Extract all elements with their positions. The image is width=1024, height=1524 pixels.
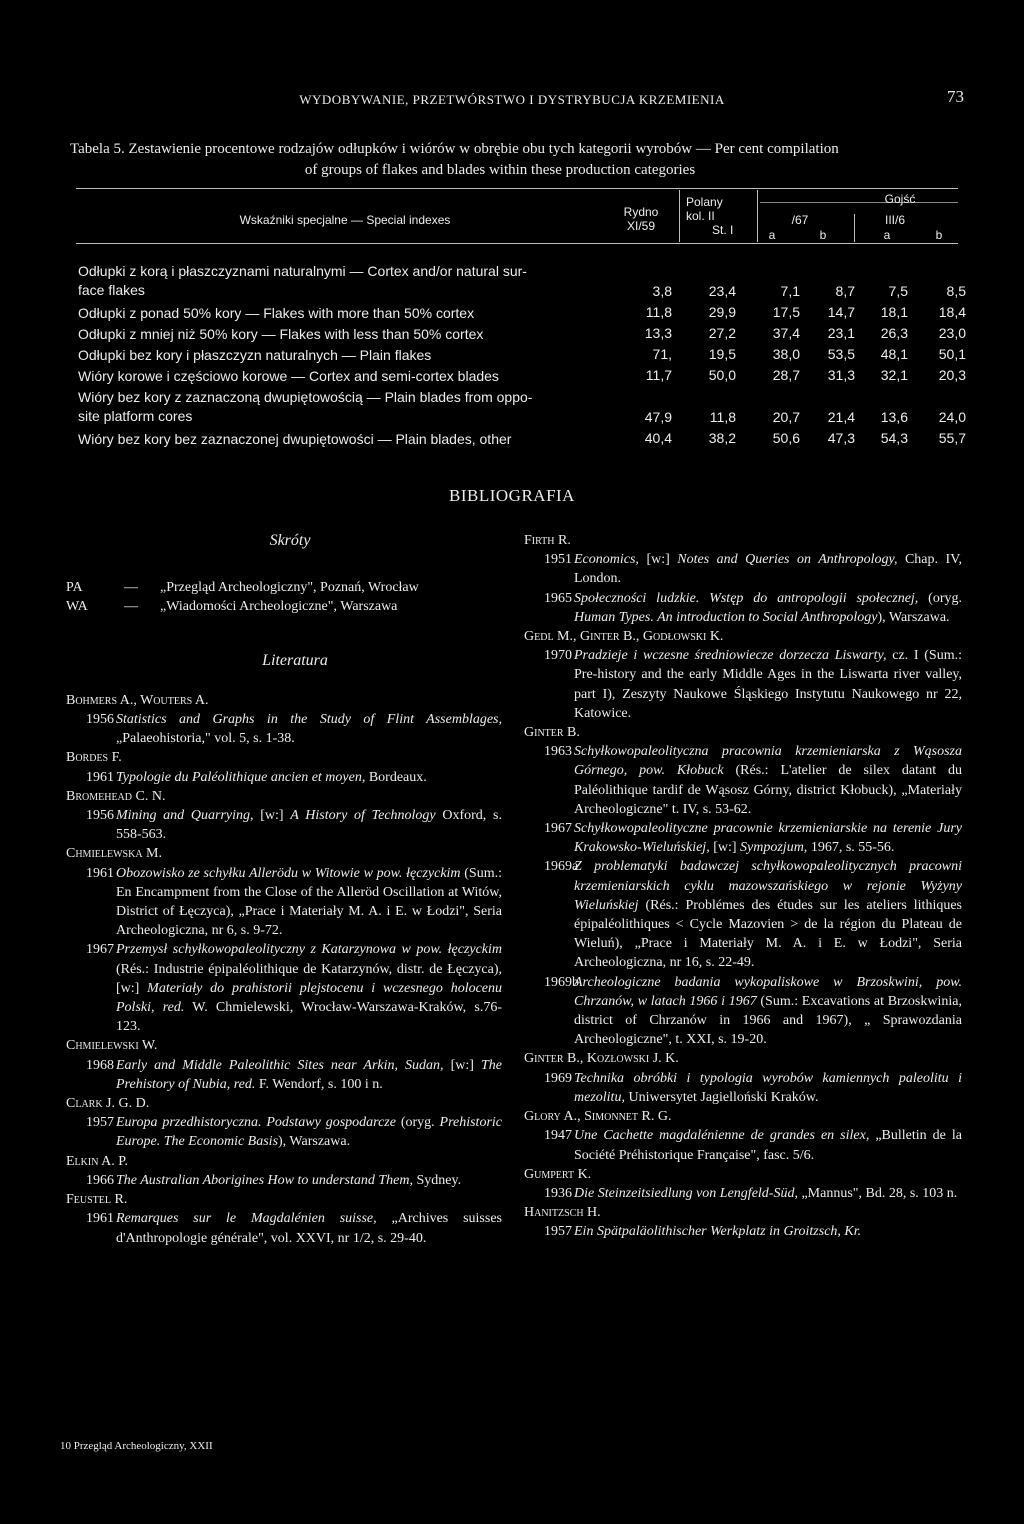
reference-entry (524, 819, 962, 857)
reference-year: 1967 (544, 821, 572, 837)
table-cell: 23,4 (708, 283, 736, 299)
reference-body (574, 857, 962, 972)
reference-title: Pradzieje i wczesne średniowiecze dorzecza Liswarty, (574, 648, 887, 664)
row-label-line-1: Wióry bez kory z zaznaczoną dwupiętowością — Plain blades from oppo- (78, 389, 533, 405)
row-label-line-1: Odłupki z ponad 50% kory — Flakes with more than 50% cortex (78, 305, 475, 321)
reference-body (116, 864, 502, 941)
abbreviation-dash: — (124, 580, 138, 596)
reference-entry (524, 589, 962, 627)
reference-title: Early and Middle Paleolithic Sites near Arkin, Sudan, (116, 1057, 444, 1073)
reference-body (116, 1113, 502, 1151)
reference-text: cz. I (Sum.: Pre-history and the early Middle Ages in the Liswarta river valley, part I), Zeszyty Naukowe Śląskiego Instytutu Naukowego nr 22, Katowice. (574, 648, 962, 721)
reference-body (574, 819, 962, 857)
abbreviation-dash: — (124, 599, 138, 615)
table-cell: 40,4 (644, 430, 672, 446)
header-b-1: b (819, 228, 827, 242)
reference-title-2: A History of Technology (290, 808, 436, 824)
header-indexes: Wskaźniki specjalne — Special indexes (239, 213, 451, 227)
table-cell: 54,3 (880, 430, 908, 446)
table-cell: 29,9 (708, 304, 736, 320)
table-cell: 14,7 (827, 304, 855, 320)
reference-author: Hanitzsch H. (524, 1205, 601, 1221)
reference-year: 1966 (86, 1172, 114, 1188)
row-label-line-1: Wióry korowe i częściowo korowe — Cortex and semi-cortex blades (78, 368, 499, 384)
reference-entry (524, 1126, 962, 1164)
reference-year: 1961 (86, 865, 114, 881)
caption-line-1: Tabela 5. Zestawienie procentowe rodzajów odłupków i wiórów w obrębie obu tych kategorii wyrobów — Per cent compilation (70, 141, 839, 157)
header-polany-3: St. I (712, 223, 734, 237)
divider-1 (679, 190, 680, 242)
reference-author: Gedl M., Ginter B., Godłowski K. (524, 629, 724, 645)
reference-text: „Bulletin de la Société Préhistorique Française", fasc. 5/6. (574, 1128, 962, 1163)
row-label-line-1: Odłupki bez kory i płaszczyzn naturalnych — Plain flakes (78, 347, 432, 363)
reference-year: 1965 (544, 590, 572, 606)
reference-title-2: Notes and Queries on Anthropology, (677, 552, 898, 568)
reference-entry (66, 768, 502, 787)
reference-author: Bohmers A., Wouters A. (66, 692, 209, 708)
table-cell: 53,5 (827, 346, 855, 362)
reference-text: (oryg. (918, 590, 962, 606)
reference-title: Obozowisko ze schyłku Allerödu w Witowie w pow. łęczyckim (116, 865, 461, 881)
reference-body (574, 1184, 962, 1203)
reference-text-2: F. Wendorf, s. 100 i n. (255, 1076, 383, 1092)
table-row-label (78, 325, 598, 344)
reference-text: (Rés.: Industrie épipaléolithique de Katarzynów, distr. de Łęczyca), [w:] (116, 961, 502, 996)
table-row-label (78, 304, 598, 323)
reference-text-2: W. Chmielewski, Wrocław-Warszawa-Kraków, s.76-123. (116, 1000, 502, 1035)
table-cell: 19,5 (708, 346, 736, 362)
divider-3 (854, 214, 855, 242)
abbreviation-key: PA (66, 580, 83, 596)
table-cell: 24,0 (938, 409, 966, 425)
reference-author: Ginter B. (524, 725, 580, 741)
table-cell: 32,1 (880, 367, 908, 383)
reference-author: Chmielewska M. (66, 846, 162, 862)
literatura-heading: Literatura (262, 651, 328, 669)
reference-year: 1969b (544, 974, 579, 990)
reference-title: Przemysł schyłkowopaleolityczny z Katarzynowa w pow. łęczyckim (116, 942, 502, 958)
rule-top (76, 188, 958, 189)
reference-text: [w:] (638, 552, 678, 568)
reference-title-2: The Prehistory of Nubia, red. (116, 1057, 503, 1092)
table-cell: 31,3 (827, 367, 855, 383)
header-rydno-2: XI/59 (626, 219, 656, 233)
table-cell: 8,5 (946, 283, 966, 299)
header-a-1: a (768, 228, 776, 242)
table-row-label (78, 388, 598, 426)
reference-year: 1967 (86, 942, 114, 958)
reference-year: 1951 (544, 552, 572, 568)
reference-title-2: Prehistoric Europe. The Economic Basis (116, 1115, 502, 1150)
reference-body (574, 589, 962, 627)
reference-entry (524, 550, 962, 588)
reference-author: Glory A., Simonnet R. G. (524, 1109, 672, 1125)
reference-title: Technika obróbki i typologia wyrobów kamiennych paleolitu i mezolitu, (574, 1070, 962, 1105)
table-cell: 11,7 (645, 367, 672, 383)
reference-year: 1957 (86, 1115, 114, 1131)
reference-author: Elkin A. P. (66, 1153, 129, 1169)
table-cell: 26,3 (880, 325, 908, 341)
reference-entry (524, 1222, 962, 1241)
reference-title-2: Sympozjum, (740, 840, 808, 856)
reference-entry (524, 1069, 962, 1107)
reference-body (574, 973, 962, 1050)
row-label-line-1: Odłupki z mniej niż 50% kory — Flakes with less than 50% cortex (78, 326, 484, 342)
table-cell: 17,5 (772, 304, 800, 320)
reference-entry (66, 710, 502, 748)
table-cell: 50,1 (938, 346, 966, 362)
table-cell: 7,5 (888, 283, 908, 299)
table-cell: 7,1 (780, 283, 800, 299)
reference-year: 1947 (544, 1128, 572, 1144)
reference-entry (524, 742, 962, 819)
reference-entry (66, 940, 502, 1036)
reference-title: Economics, (574, 552, 639, 568)
reference-body (116, 1209, 502, 1247)
references-left (66, 691, 502, 1248)
reference-body (116, 940, 502, 1036)
divider-2 (757, 190, 758, 242)
running-header: WYDOBYWANIE, PRZETWÓRSTWO I DYSTRYBUCJA KRZEMIENIA (299, 92, 725, 107)
bibliography-right-column (524, 531, 962, 1242)
table-cell: 18,1 (880, 304, 908, 320)
header-polany-1: Polany (686, 195, 723, 209)
reference-text: Sydney. (413, 1172, 462, 1188)
table-cell: 48,1 (880, 346, 908, 362)
caption-line-2: of groups of flakes and blades within these production categories (304, 162, 696, 178)
reference-text: Uniwersytet Jagielloński Kraków. (624, 1089, 819, 1105)
reference-title-2: Human Types. An introduction to Social Anthropology (574, 609, 878, 625)
reference-title: Z problematyki badawczej schyłkowopaleolitycznych pracowni krzemieniarskich cyklu mazowszańskiego w rejonie Wyżyny Wieluńskiej (574, 859, 962, 913)
reference-entry (66, 1113, 502, 1151)
table-cell: 8,7 (835, 283, 855, 299)
reference-body (574, 550, 962, 588)
reference-author: Feustel R. (66, 1192, 128, 1208)
header-g67: /67 (791, 213, 809, 227)
table-cell: 20,3 (938, 367, 966, 383)
abbreviation-text: „Wiadomości Archeologiczne", Warszawa (160, 599, 398, 615)
row-label-line-2: site platform cores (78, 408, 193, 424)
table-cell: 23,0 (938, 325, 966, 341)
reference-body (574, 1069, 962, 1107)
reference-title: Die Steinzeitsiedlung von Lengfeld-Süd, (574, 1185, 798, 1201)
reference-entry (66, 864, 502, 941)
row-label-line-2: face flakes (78, 282, 145, 298)
table-cell: 3,8 (652, 283, 672, 299)
reference-year: 1961 (86, 1211, 114, 1227)
table-cell: 47,9 (644, 409, 672, 425)
header-rydno (610, 205, 672, 233)
table-cell: 28,7 (772, 367, 800, 383)
page-number: 73 (947, 87, 964, 106)
reference-title: The Australian Aborigines How to understand Them, (116, 1172, 414, 1188)
header-polany (686, 195, 736, 237)
reference-title: Schyłkowopaleolityczne pracownie krzemieniarskie na terenie Jury Krakowsko-Wieluńskiej, (574, 821, 962, 856)
header-gojsc: Gojść (884, 192, 916, 206)
reference-author: Firth R. (524, 533, 571, 548)
reference-body (116, 1056, 502, 1094)
reference-text-2: ), Warszawa. (278, 1134, 351, 1150)
reference-text: (Sum.: En Encampment from the Close of the Alleröd Oscillation at Witów, District of Łęczyca), „Prace i Materiały M. A. i E. w Łodzi", Seria Archeologiczna, nr 6, s. 9-72. (116, 865, 502, 939)
reference-author: Bordes F. (66, 750, 122, 766)
row-label-line-1: Wióry bez kory bez zaznaczonej dwupiętowości — Plain blades, other (78, 431, 512, 447)
reference-year: 1936 (544, 1185, 572, 1201)
reference-title: Mining and Quarrying, (116, 808, 254, 824)
reference-body (574, 1222, 962, 1241)
table-cell: 11,8 (645, 304, 672, 320)
reference-entry (524, 1184, 962, 1203)
table-cell: 47,3 (827, 430, 855, 446)
header-rydno-1: Rydno (623, 205, 659, 219)
reference-year: 1969 (544, 1070, 572, 1086)
reference-year: 1956 (86, 808, 114, 824)
abbreviation-row (66, 578, 502, 597)
reference-body (116, 768, 502, 787)
table-cell: 37,4 (772, 325, 800, 341)
reference-body (574, 1126, 962, 1164)
reference-body (116, 710, 502, 748)
reference-title: Społeczności ludzkie. Wstęp do antropologii społecznej, (574, 590, 919, 606)
header-b-2: b (935, 228, 943, 242)
abbreviation-list (66, 578, 502, 616)
reference-text: [w:] (253, 808, 291, 824)
bibliography-left-column (66, 531, 502, 1248)
table-cell: 13,6 (880, 409, 908, 425)
references-right (524, 531, 962, 1242)
row-label-line-1: Odłupki z korą i płaszczyznami naturalnymi — Cortex and/or natural sur- (78, 263, 527, 279)
reference-body (574, 646, 962, 723)
reference-author: Chmielewski W. (66, 1038, 158, 1054)
reference-text-2: Oxford, s. 558-563. (116, 808, 502, 843)
reference-entry (66, 1056, 502, 1094)
table-cell: 13,3 (644, 325, 672, 341)
reference-body (574, 742, 962, 819)
header-polany-2: kol. II (686, 209, 715, 223)
reference-title: Archeologiczne badania wykopaliskowe w Brzoskwini, pow. Chrzanów, w latach 1966 i 1967 (574, 974, 962, 1009)
reference-entry (66, 806, 502, 844)
table-row-label (78, 346, 598, 365)
reference-year: 1956 (86, 712, 114, 728)
reference-title-2: Materiały do prahistorii plejstocenu i wczesnego holocenu Polski, red. (116, 980, 503, 1016)
table-row-label (78, 262, 598, 300)
abbreviation-text: „Przegląd Archeologiczny", Poznań, Wrocław (160, 580, 419, 596)
reference-entry (524, 973, 962, 1050)
table-cell: 38,0 (772, 346, 800, 362)
page-footer: 10 Przegląd Archeologiczny, XXII (60, 1440, 213, 1452)
reference-author: Clark J. G. D. (66, 1096, 150, 1112)
reference-title: Remarques sur le Magdalénien suisse, (116, 1211, 377, 1227)
reference-year: 1957 (544, 1224, 572, 1240)
table-cell: 18,4 (938, 304, 966, 320)
reference-year: 1961 (86, 769, 114, 785)
table-row-label (78, 430, 598, 449)
rule-header-bottom (76, 243, 958, 244)
header-g3: III/6 (884, 213, 905, 227)
abbreviation-row (66, 597, 502, 616)
reference-entry (66, 1209, 502, 1247)
reference-text-2: ), Warszawa. (877, 609, 950, 625)
reference-year: 1970 (544, 648, 572, 664)
reference-text: (Rés.: Problémes des études sur les ateliers lithiques épipaléolithiques < Cycle Mazovien > de la région du Plateau de Wieluń), „Prace i Materiały M. A. i E. w Łodzi", Seria Archeologiczna, nr 16, s. 22-49. (574, 897, 962, 971)
table-cell: 71, (652, 346, 672, 362)
reference-text-2: Chap. IV, London. (574, 552, 962, 587)
table-cell: 23,1 (827, 325, 855, 341)
reference-title: Europa przedhistoryczna. Podstawy gospodarcze (116, 1115, 396, 1131)
reference-entry (524, 646, 962, 723)
reference-body (116, 1171, 502, 1190)
table-cell: 50,6 (772, 430, 800, 446)
reference-body (116, 806, 502, 844)
header-a-2: a (883, 228, 891, 242)
bibliography-title: BIBLIOGRAFIA (449, 486, 575, 505)
table-cell: 11,8 (709, 409, 736, 425)
reference-author: Gumpert K. (524, 1166, 592, 1182)
reference-title: Ein Spätpaläolithischer Werkplatz in Groitzsch, Kr. (574, 1224, 862, 1240)
reference-author: Bromehead C. N. (66, 788, 166, 804)
skroty-heading: Skróty (269, 532, 311, 549)
reference-entry (524, 857, 962, 972)
reference-text: (Sum.: Excavations at Brzoskwinia, district of Chrzanów in 1966 and 1967), „ Sprawozdania Archeologiczne", t. XXI, s. 19-20. (574, 993, 962, 1048)
reference-text: „Palaeohistoria," vol. 5, s. 1-38. (116, 731, 295, 747)
reference-author: Ginter B., Kozłowski J. K. (524, 1051, 679, 1067)
reference-text: Bordeaux. (365, 769, 427, 785)
table-cell: 50,0 (708, 367, 736, 383)
reference-year: 1969a (544, 859, 579, 875)
table-caption (70, 139, 970, 181)
reference-year: 1968 (86, 1057, 114, 1073)
reference-year: 1963 (544, 744, 572, 760)
table-cell: 20,7 (772, 409, 800, 425)
table-cell: 38,2 (708, 430, 736, 446)
reference-title: Une Cachette magdalénienne de grandes en silex, (574, 1128, 870, 1144)
table-cell: 55,7 (938, 430, 966, 446)
reference-title: Schyłkowopaleolityczna pracownia krzemieniarska z Wąsosza Górnego, pow. Kłobuck (574, 744, 962, 779)
table-row-label (78, 367, 598, 386)
reference-text: [w:] (443, 1057, 482, 1073)
reference-title: Statistics and Graphs in the Study of Flint Assemblages, (116, 712, 502, 728)
reference-text: (Rés.: L'atelier de silex datant du Paléolithique tardif de Wąsosz Górny, district Kłobuck), „Materiały Archeologiczne" t. IV, s. 53-62. (574, 763, 962, 817)
reference-text: (oryg. (395, 1115, 440, 1131)
reference-text: [w:] (709, 840, 741, 856)
reference-text: „Archives suisses d'Anthropologie générale", vol. XXVI, nr 1/2, s. 29-40. (116, 1211, 502, 1246)
reference-text: „Mannus", Bd. 28, s. 103 n. (797, 1185, 958, 1201)
reference-entry (66, 1171, 502, 1190)
table-cell: 21,4 (827, 409, 855, 425)
table-cell: 27,2 (708, 325, 736, 341)
reference-title: Typologie du Paléolithique ancien et moyen, (116, 769, 366, 785)
reference-text-2: 1967, s. 55-56. (807, 840, 895, 856)
abbreviation-key: WA (66, 599, 88, 615)
